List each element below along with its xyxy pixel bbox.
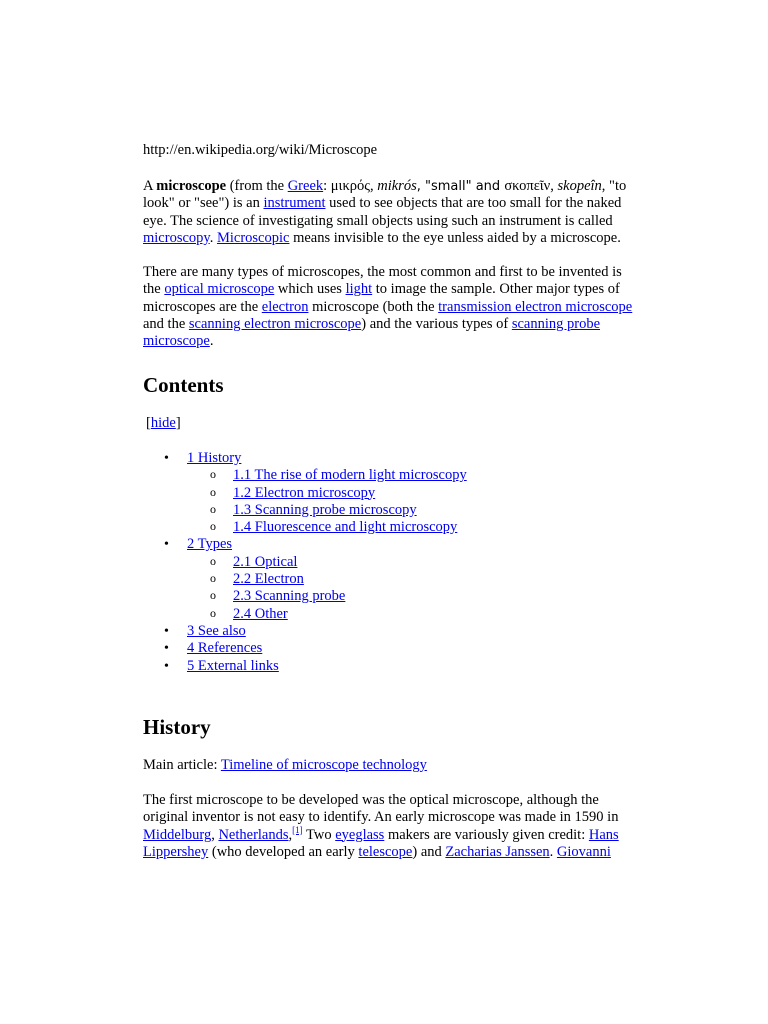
link-light[interactable]: light bbox=[345, 281, 373, 298]
contents-heading: Contents bbox=[143, 373, 224, 397]
toc-link[interactable]: 1 History bbox=[187, 450, 242, 466]
text: There are many types of microscopes, the most common and first to be invented is bbox=[143, 264, 622, 280]
link-netherlands[interactable]: Netherlands bbox=[218, 826, 289, 843]
toc-item bbox=[143, 640, 467, 657]
text: . bbox=[549, 843, 557, 860]
term-microscope: microscope bbox=[156, 178, 227, 194]
history-paragraph: The first microscope to be developed was the optical microscope, although the original inventor is not easy to identify. An early microscope was made in 1590 in Middelburg, Netherlands,[1] Two eyeglass makers are variously given credit: Hans Lippershey (who developed an early telescope) and Zacharias Janssen. Giovanni bbox=[143, 792, 619, 860]
toc-link[interactable]: 2 Types bbox=[187, 536, 233, 553]
toc-item bbox=[143, 519, 467, 536]
link-timeline-of-microscope-technology[interactable]: Timeline of microscope technology bbox=[220, 757, 427, 773]
history-heading: History bbox=[143, 715, 211, 739]
toc-link[interactable]: 1.2 Electron microscopy bbox=[233, 484, 376, 501]
toc-item bbox=[143, 623, 467, 640]
toc-item bbox=[143, 450, 467, 467]
table-of-contents bbox=[143, 450, 467, 675]
text: (who developed an early bbox=[208, 843, 359, 860]
toc-link[interactable]: 1.1 The rise of modern light microscopy bbox=[233, 467, 467, 484]
toc-link[interactable]: 1.4 Fluorescence and light microscopy bbox=[233, 519, 458, 536]
toc-link[interactable]: 2.4 Other bbox=[233, 605, 288, 622]
text: , bbox=[211, 826, 219, 843]
link-instrument[interactable]: instrument bbox=[263, 195, 326, 212]
text: (from the bbox=[226, 178, 288, 194]
toc-link[interactable]: 2.2 Electron bbox=[233, 571, 304, 588]
toc-link[interactable]: 2.3 Scanning probe bbox=[233, 588, 346, 605]
link-lippershey[interactable]: Lippershey bbox=[143, 843, 209, 860]
link-microscopy[interactable]: microscopy bbox=[143, 229, 210, 246]
link-eyeglass[interactable]: eyeglass bbox=[335, 826, 385, 843]
toc-toggle bbox=[146, 415, 181, 432]
citation-1[interactable]: [1] bbox=[292, 824, 303, 835]
text: , bbox=[370, 178, 378, 194]
link-microscopic[interactable]: Microscopic bbox=[216, 229, 290, 246]
link-hans-lippershey[interactable]: Hans bbox=[588, 826, 619, 843]
text: , "small" and bbox=[416, 179, 505, 194]
toc-link[interactable]: 3 See also bbox=[187, 622, 246, 639]
toc-item bbox=[143, 588, 467, 605]
text: to image the sample. Other major types of bbox=[372, 281, 620, 298]
link-scanning-electron-microscope[interactable]: scanning electron microscope bbox=[188, 315, 362, 332]
text: The first microscope to be developed was the optical microscope, although the bbox=[143, 792, 599, 808]
types-paragraph bbox=[143, 264, 632, 350]
greek-word-skopein: σκοπεῖν bbox=[504, 178, 551, 194]
text: eye. The science of investigating small objects using such an instrument is called bbox=[143, 212, 613, 229]
toc-item bbox=[143, 571, 467, 588]
text: means invisible to the eye unless aided by a microscope. bbox=[289, 229, 621, 246]
toc-item bbox=[143, 536, 467, 553]
intro-paragraph bbox=[143, 178, 626, 247]
link-electron[interactable]: electron bbox=[261, 298, 309, 315]
link-transmission-electron-microscope[interactable]: transmission electron microscope bbox=[438, 298, 633, 315]
transliteration-skopein: skopeîn bbox=[557, 178, 602, 194]
source-url: http://en.wikipedia.org/wiki/Microscope bbox=[143, 142, 378, 158]
text: Two bbox=[302, 826, 336, 843]
text: original inventor is not easy to identify. An early microscope was made in 1590 in bbox=[143, 809, 619, 826]
link-telescope[interactable]: telescope bbox=[358, 843, 413, 860]
main-article-note bbox=[143, 757, 427, 774]
toc-item bbox=[143, 502, 467, 519]
text: : bbox=[323, 178, 331, 194]
text: makers are variously given credit: bbox=[384, 826, 589, 843]
toc-link[interactable]: 1.3 Scanning probe microscopy bbox=[233, 501, 417, 518]
toc-item bbox=[143, 658, 467, 675]
text: ) and bbox=[412, 843, 446, 860]
link-greek[interactable]: Greek bbox=[287, 178, 324, 194]
text: ) and the various types of bbox=[361, 315, 512, 332]
link-scanning-probe-microscope[interactable]: microscope bbox=[143, 333, 210, 350]
text: . bbox=[209, 229, 217, 246]
link-giovanni[interactable]: Giovanni bbox=[556, 843, 611, 860]
link-optical-microscope[interactable]: optical microscope bbox=[164, 281, 275, 298]
link-middelburg[interactable]: Middelburg bbox=[143, 826, 212, 843]
text: and the bbox=[143, 315, 189, 332]
text: microscopes are the bbox=[143, 298, 262, 315]
link-zacharias-janssen[interactable]: Zacharias Janssen bbox=[445, 843, 550, 860]
link-scanning-probe[interactable]: scanning probe bbox=[511, 315, 601, 332]
text: . bbox=[209, 333, 214, 350]
greek-word-mikros: μικρός bbox=[330, 178, 370, 194]
text: used to see objects that are too small for the naked bbox=[325, 195, 622, 212]
transliteration-mikros: mikrós bbox=[377, 178, 417, 194]
text: which uses bbox=[274, 281, 346, 298]
toc-list bbox=[143, 450, 467, 675]
text: Main article: bbox=[143, 757, 221, 773]
toc-link[interactable]: 2.1 Optical bbox=[233, 553, 298, 570]
text: ] bbox=[175, 415, 181, 431]
text: , "to bbox=[601, 178, 627, 194]
text: , bbox=[550, 178, 558, 194]
toc-hide-link[interactable]: hide bbox=[150, 415, 176, 431]
toc-item bbox=[143, 554, 467, 571]
toc-item bbox=[143, 485, 467, 502]
toc-link[interactable]: 5 External links bbox=[187, 657, 279, 674]
text: A bbox=[143, 178, 157, 194]
toc-item bbox=[143, 606, 467, 623]
text: the bbox=[143, 281, 165, 298]
text: [ bbox=[146, 415, 151, 431]
toc-item bbox=[143, 467, 467, 484]
toc-link[interactable]: 4 References bbox=[187, 640, 263, 657]
text: microscope (both the bbox=[308, 298, 439, 315]
text: look" or "see") is an bbox=[143, 195, 264, 212]
